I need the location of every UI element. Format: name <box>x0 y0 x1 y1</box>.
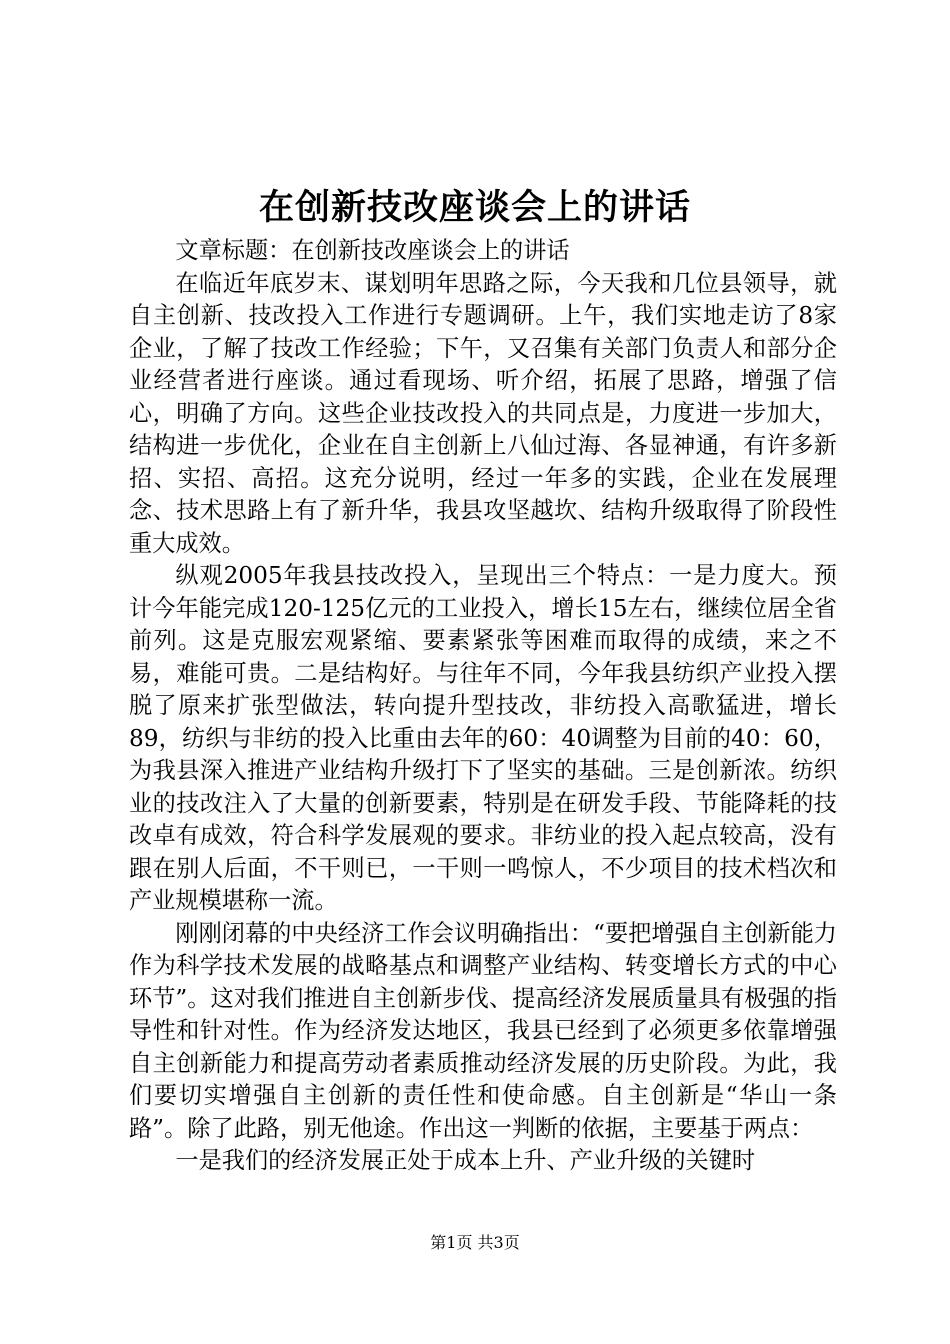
paragraph-point-one: 一是我们的经济发展正处于成本上升、产业升级的关键时 <box>175 1147 756 1174</box>
document-title: 在创新技改座谈会上的讲话 <box>258 187 691 228</box>
paragraph-intro: 在临近年底岁末、谋划明年思路之际，今天我和几位县领导，就自主创新、技改投入工作进行专题调研。上午，我们实地走访了8家企业，了解了技改工作经验；下午，又召集有关部门负责人和部分企业经营者进行座谈。通过看现场、听介绍，拓展了思路，增强了信心，明确了方向。这些企业技改投入的共同点是，力度进一步加大，结构进一步优化，企业在自主创新上八仙过海、各显神通，有许多新招、实招、高招。这充分说明，经过一年多的实践，企业在发展理念、技术思路上有了新升华，我县攻坚越坎、结构升级取得了阶段性重大成效。 <box>129 269 837 557</box>
document-body <box>129 235 837 1178</box>
paragraph-article-title: 文章标题：在创新技改座谈会上的讲话 <box>175 237 570 264</box>
paragraph-features: 纵观2005年我县技改投入，呈现出三个特点：一是力度大。预计今年能完成120-125亿元的工业投入，增长15左右，继续位居全省前列。这是克服宏观紧缩、要素紧张等困难而取得的成绩，来之不易，难能可贵。二是结构好。与往年不同，今年我县纺织产业投入摆脱了原来扩张型做法，转向提升型技改，非纺投入高歌猛进，增长89，纺织与非纺的投入比重由去年的60：40调整为目前的40：60，为我县深入推进产业结构升级打下了坚实的基础。三是创新浓。纺织业的技改注入了大量的创新要素，特别是在研发手段、节能降耗的技改卓有成效，符合科学发展观的要求。非纺业的投入起点较高，没有跟在别人后面，不干则已，一干则一鸣惊人，不少项目的技术档次和产业规模堪称一流。 <box>129 562 837 914</box>
page-footer: 第1页 共3页 <box>430 1233 520 1252</box>
paragraph-conference: 刚刚闭幕的中央经济工作会议明确指出：“要把增强自主创新能力作为科学技术发展的战略基点和调整产业结构、转变增长方式的中心环节”。这对我们推进自主创新步伐、提高经济发展质量具有极强的指导性和针对性。作为经济发达地区，我县已经到了必须更多依靠增强自主创新能力和提高劳动者素质推动经济发展的历史阶段。为此，我们要切实增强自主创新的责任性和使命感。自主创新是“华山一条路”。除了此路，别无他途。作出这一判断的依据，主要基于两点： <box>129 919 837 1142</box>
